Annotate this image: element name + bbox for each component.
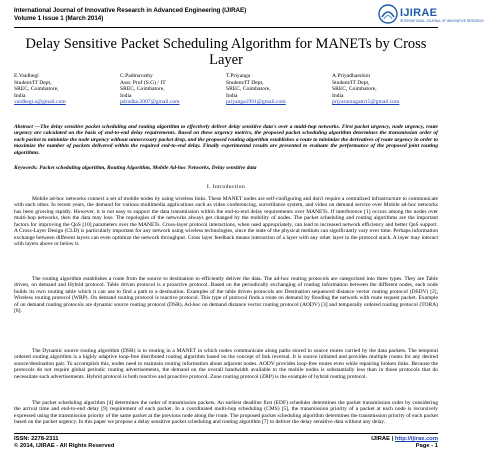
journal-issue: Volume 1 Issue 1 (March 2014) (14, 14, 104, 22)
author-country: India (226, 92, 238, 99)
author-name: E.Vaidhegi (14, 73, 39, 79)
section-heading: I. Introduction (206, 184, 246, 190)
author-country: India (120, 92, 132, 99)
footer-rule (14, 433, 438, 434)
logo-wordmark: IJIRAE (400, 7, 438, 19)
author-role: Asst. Prof (S.G) / IT (120, 79, 166, 86)
author-name: A.Priyadharshini (332, 73, 371, 79)
logo-tagline: INTERNATIONAL JOURNAL OF INNOVATIVE RESEARCH (400, 19, 484, 23)
body-paragraph: The routing algorithm establishes a route from the source to destination to efficiently deliver the data. The ad-hoc routing protocols are categorized into three types. They are Table driven, on demand and Hybrid protocol. Table driven protocol is a proactive protocol. Based on the periodically exchanging of routing information between the different nodes, each node builds its own routing table which it can use to find a path to a destination. Examples of the table driven protocols are Destination sequenced distance vector routing protocol (DSDV) [2], Wireless routing protocol (WRP). On demand routing protocol is reactive protocol. This type of protocol finds a route on demand by flooding the network with route request packet. Example of on demand routing protocols are dynamic source routing protocol (DSR), Ad-hoc on demand distance vector routing protocol (AODV) [3] and temporally ordered routing protocol (TORA) [8]. (14, 276, 438, 315)
author-org: SREC, Coimbatore, (332, 86, 377, 93)
author-2 (120, 73, 226, 106)
keywords: Keywords: Packet scheduling algorithm, Routing Algorithm, Mobile Ad-hoc Networks, Delay sensitive data (14, 165, 257, 171)
author-org: SREC, Coimbatore, (120, 86, 165, 93)
footer-site-label: IJIRAE | (371, 436, 394, 442)
journal-logo (378, 4, 484, 26)
author-email-link[interactable]: priyarumugam15@gmail.com (332, 99, 400, 106)
journal-logo-icon (378, 4, 398, 24)
journal-header (14, 7, 334, 22)
author-4 (332, 73, 438, 106)
author-country: India (332, 92, 344, 99)
abstract: Abstract —The delay sensitive packet scheduling and routing algorithm to effectively deliver delay sensitive data's over a multi-hop networks. First packet urgency, node urgency, route urgency are calculated on the basis of end-to-end delay requirements. Based on these urgency metrics, the proposed packet scheduling algorithm determines the transmission order of each packet to minimize the node urgency without unnecessary packet drop, and the proposed routing algorithm establishes a route to minimize the derivatives of route urgency in order to maximize the number of packets delivered within the required end-to-end delay. Finally experimental results are presented to evaluate the performance of the proposed joint routing algorithms. (14, 124, 438, 156)
author-1 (14, 73, 120, 106)
body-paragraph: The Dynamic source routing algorithm (DSR) is to routing in a MANET in which nodes communicate along paths stored in source routes carried by the data packets. The temporal ordered routing algorithm is a highly adaptive loop-free distributed routing algorithm based on the concept of link reversal. It is source initiated and provides multiple routes for any desired source/destination pair. To accomplish this, nodes need to maintain routing information about adjacent nodes. AODV provides loop-free routes even while repairing broken links. Because the protocols do not require global periodic routing advertisements, the demand on the overall bandwidth available to the mobile nodes is substantially less than in those protocols that do necessitate such advertisements. Hybrid protocol is both reactive and proactive protocol. Zone routing protocol (ZRP) is the example of hybrid routing protocol. (14, 348, 438, 380)
author-email-link[interactable]: priyanga1991@gmail.com (226, 99, 286, 106)
footer-page-number: Page - 1 (415, 443, 438, 449)
footer-right (371, 436, 438, 450)
body-paragraph: The packet scheduling algorithm [4] determines the order of transmission packets. An earliest deadline first (EDF) scheduler determines the packet transmission order by considering the arrival time and end-to-end delay [9] requirement of each packet. In a coordinated multi-hop scheduling (CMS) [5], the transmission priority of a packet at each node is recursively expressed using the transmission priority of the same packet at the previous node along the route. The proposed packet scheduling algorithm determines the transmission priority of each packet based on the packet urgency. In this paper we propose a delay sensitive packet scheduling and routing algorithm [7] to deliver the delay sensitive data without any delay. (14, 400, 438, 426)
journal-name: International Journal of Innovative Research in Advanced Engineering (IJIRAE) (14, 7, 247, 14)
paper-title: Delay Sensitive Packet Scheduling Algorithm for MANETs by Cross Layer (25, 36, 427, 68)
author-role: Student/IT Dept, (226, 79, 264, 86)
author-country: India (14, 92, 26, 99)
footer-url-link[interactable]: http://ijirae.com (394, 436, 438, 442)
body-paragraph: Mobile ad-hoc networks connect a set of mobile nodes by using wireless links. These MANET nodes are self-configuring and don't require a centralized infrastructure to communicate with each other. In recent years, the demand for various multimedia applications such as video conferencing, surveillance system, and video on demand service over Mobile ad-hoc networks has been growing rapidly. However, it is not easy to support the data transmission within the end-to-end delay requirements over MANETs. If interference [1] occurs among the nodes over multi-hop networks, then the data may lose. The topologies of the networks always get changed by the mobility of nodes. The packet scheduling and routing algorithms are the important factors for improving the QoS [10] parameters over the MANETs. Cross-layer protocol interactions, when used appropriately, can lead to increased network efficiency and better QoS support. A Cross-Layer Design (CLD) is particularly important for any network using wireless technologies, since the state of the physical medium can significantly vary over time. Perhaps information exchange between different layers can even optimize the network throughput. Cross layer feedback means interaction of a layer with any other layer in the protocol stack. A layer may interact with layers above or below it. (14, 196, 438, 248)
author-role: Student/IT Dept, (14, 79, 52, 86)
author-block (14, 73, 438, 119)
header-rule (14, 27, 438, 28)
author-org: SREC, Coimbatore, (226, 86, 271, 93)
author-name: T.Priyanga (226, 73, 251, 79)
author-name: C.Padmavathy (120, 73, 153, 79)
author-3 (226, 73, 332, 106)
author-org: SREC, Coimbatore, (14, 86, 59, 93)
footer-issn: ISSN: 2278-2311 (14, 436, 59, 442)
footer-copyright: © 2014, IJIRAE - All Rights Reserved (14, 443, 115, 449)
author-role: Student/IT Dept, (332, 79, 370, 86)
page-footer (14, 436, 438, 450)
author-email-link[interactable]: vaidhegi.s@gmail.com (14, 99, 66, 106)
author-email-link[interactable]: pdradha.2007@gmail.com (120, 99, 180, 106)
